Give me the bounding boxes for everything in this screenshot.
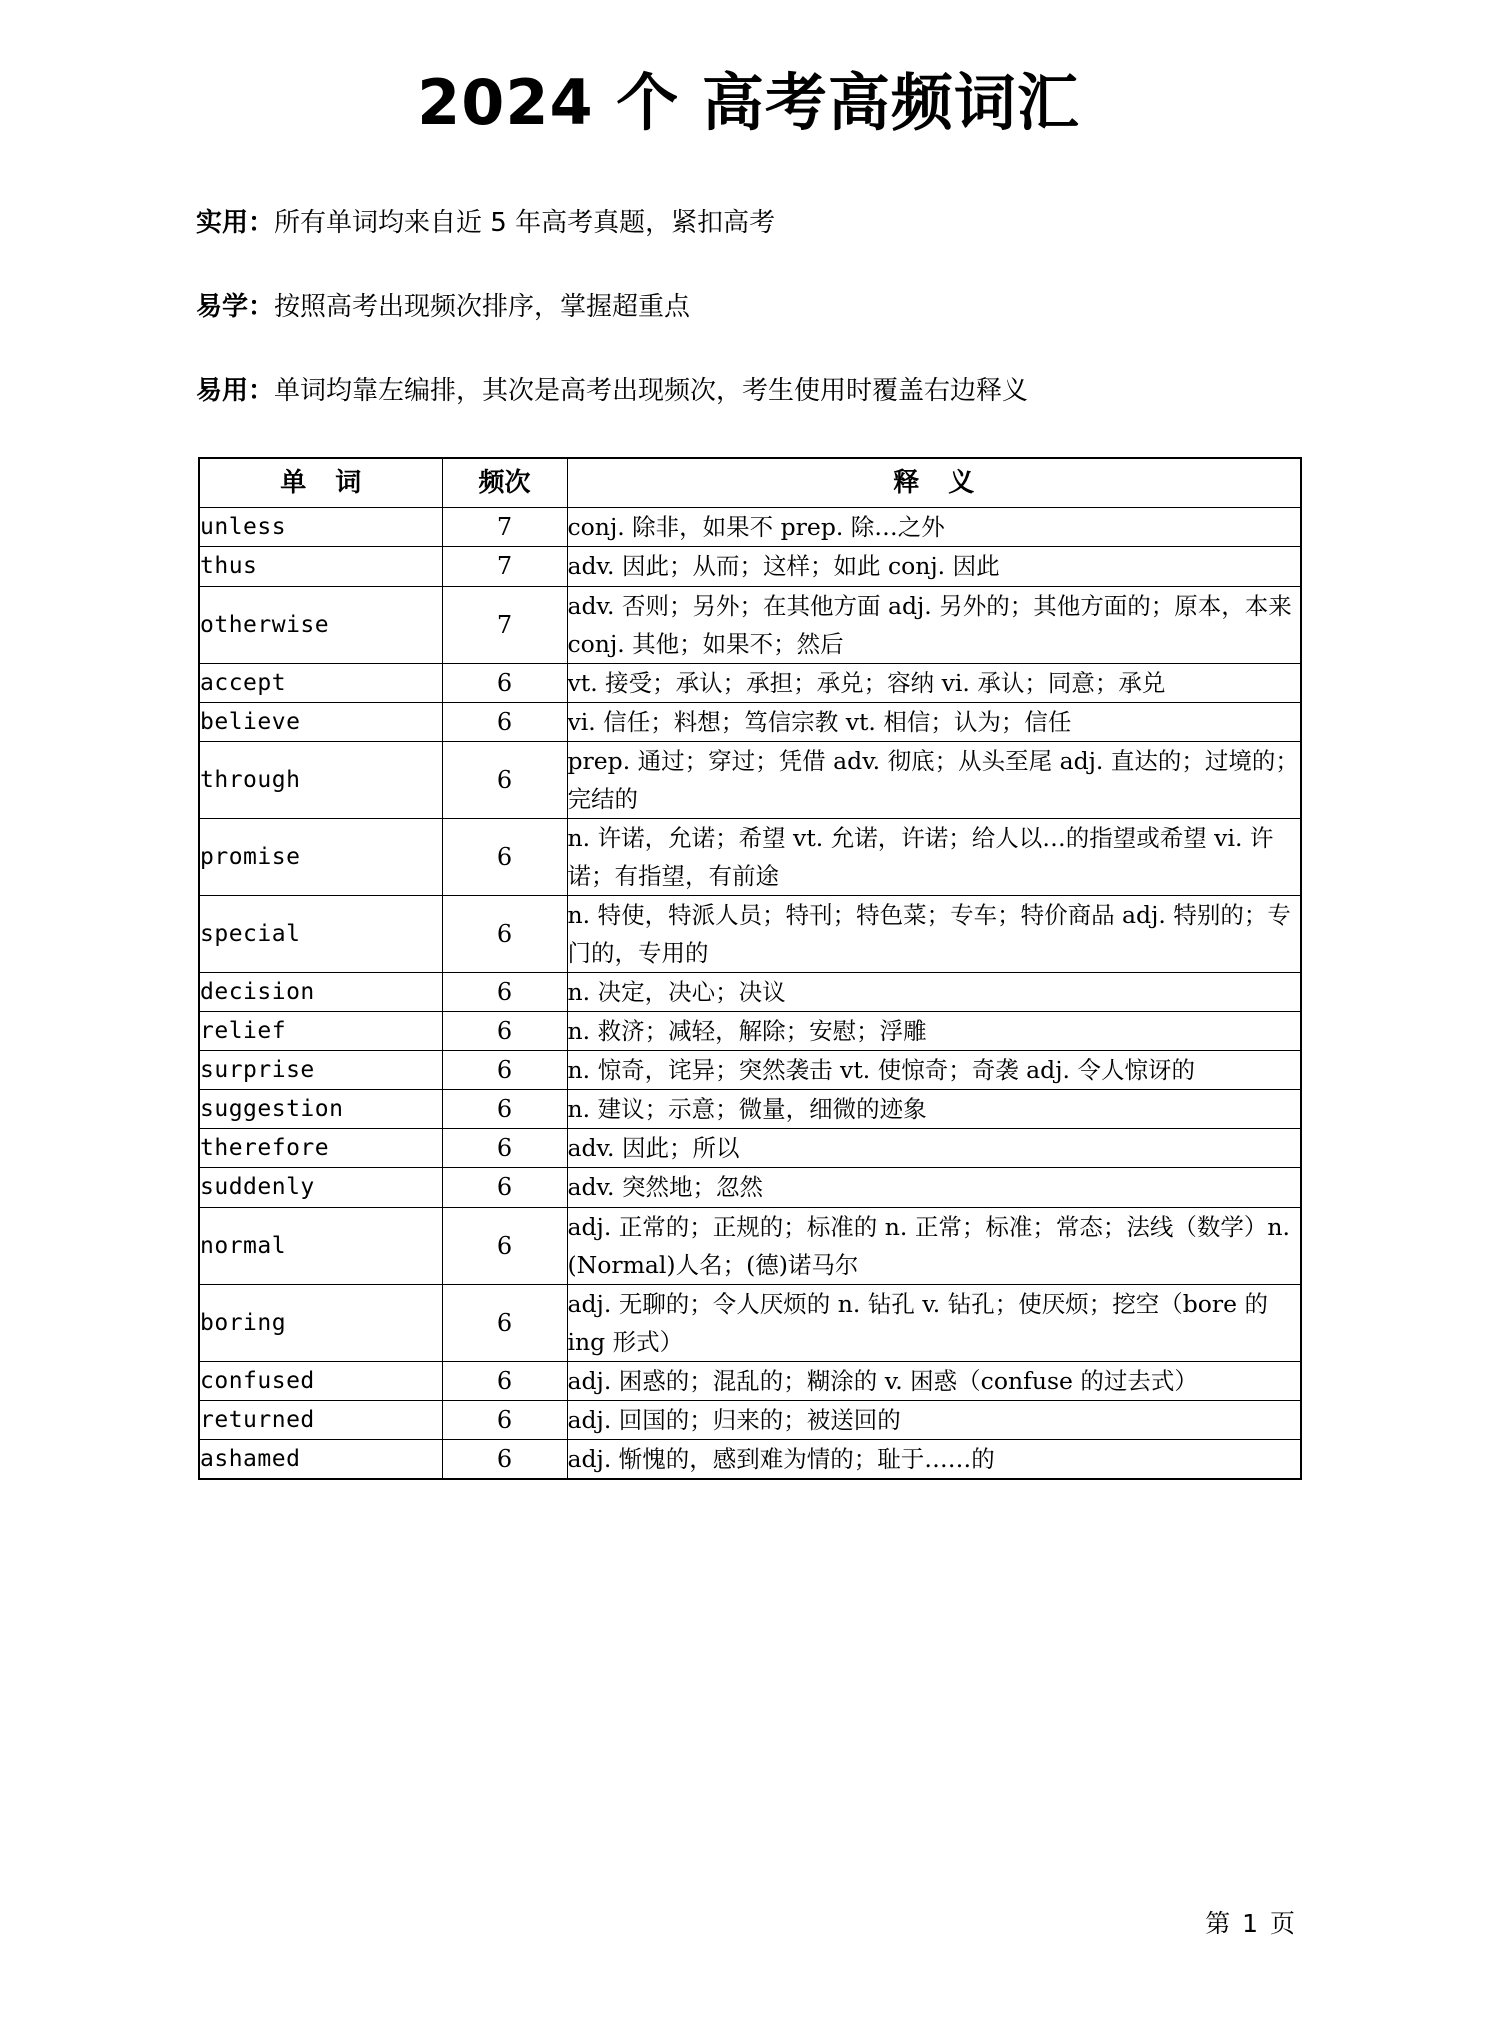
- cell-frequency: 7: [442, 508, 567, 547]
- cell-frequency: 6: [442, 741, 567, 818]
- cell-frequency: 6: [442, 1439, 567, 1479]
- table-row: [199, 818, 1301, 895]
- intro-block: [0, 204, 1497, 411]
- cell-frequency: 6: [442, 1051, 567, 1090]
- table-row: [199, 1439, 1301, 1479]
- cell-definition: adj. 正常的；正规的；标准的 n. 正常；标准；常态；法线（数学）n. (Normal)人名；(德)诺马尔: [567, 1207, 1301, 1284]
- cell-word: therefore: [199, 1129, 442, 1168]
- cell-word: unless: [199, 508, 442, 547]
- table-row: [199, 663, 1301, 702]
- table-row: [199, 1129, 1301, 1168]
- cell-frequency: 6: [442, 702, 567, 741]
- cell-definition: prep. 通过；穿过；凭借 adv. 彻底；从头至尾 adj. 直达的；过境的；完结的: [567, 741, 1301, 818]
- cell-word: surprise: [199, 1051, 442, 1090]
- cell-word: otherwise: [199, 586, 442, 663]
- table-row: [199, 547, 1301, 586]
- cell-word: special: [199, 896, 442, 973]
- table-row: [199, 1051, 1301, 1090]
- cell-frequency: 6: [442, 1207, 567, 1284]
- table-row: [199, 1168, 1301, 1207]
- intro-line-3: [196, 372, 1377, 411]
- cell-word: ashamed: [199, 1439, 442, 1479]
- cell-definition: adv. 否则；另外；在其他方面 adj. 另外的；其他方面的；原本，本来 conj. 其他；如果不；然后: [567, 586, 1301, 663]
- cell-word: suddenly: [199, 1168, 442, 1207]
- cell-word: promise: [199, 818, 442, 895]
- table-row: [199, 508, 1301, 547]
- cell-frequency: 6: [442, 896, 567, 973]
- column-header-definition: 释 义: [567, 458, 1301, 508]
- cell-frequency: 6: [442, 663, 567, 702]
- cell-definition: adv. 突然地；忽然: [567, 1168, 1301, 1207]
- intro-line-2-lead: 易学：: [196, 292, 275, 323]
- cell-definition: n. 特使，特派人员；特刊；特色菜；专车；特价商品 adj. 特别的；专门的，专用的: [567, 896, 1301, 973]
- cell-frequency: 7: [442, 547, 567, 586]
- intro-line-1: [196, 204, 1377, 243]
- table-row: [199, 1012, 1301, 1051]
- table-row: [199, 1361, 1301, 1400]
- table-row: [199, 1284, 1301, 1361]
- cell-definition: adv. 因此；从而；这样；如此 conj. 因此: [567, 547, 1301, 586]
- table-header-row: [199, 458, 1301, 508]
- table-row: [199, 896, 1301, 973]
- intro-line-1-body: 所有单词均来自近 5 年高考真题，紧扣高考: [274, 208, 776, 239]
- cell-definition: vi. 信任；料想；笃信宗教 vt. 相信；认为；信任: [567, 702, 1301, 741]
- table-row: [199, 586, 1301, 663]
- cell-frequency: 7: [442, 586, 567, 663]
- cell-definition: adj. 无聊的；令人厌烦的 n. 钻孔 v. 钻孔；使厌烦；挖空（bore 的 ing 形式）: [567, 1284, 1301, 1361]
- cell-word: believe: [199, 702, 442, 741]
- cell-frequency: 6: [442, 818, 567, 895]
- table-row: [199, 1090, 1301, 1129]
- cell-definition: n. 许诺，允诺；希望 vt. 允诺，许诺；给人以…的指望或希望 vi. 许诺；有指望，有前途: [567, 818, 1301, 895]
- cell-definition: n. 惊奇，诧异；突然袭击 vt. 使惊奇；奇袭 adj. 令人惊讶的: [567, 1051, 1301, 1090]
- cell-definition: n. 决定，决心；决议: [567, 973, 1301, 1012]
- intro-line-2: [196, 288, 1377, 327]
- cell-frequency: 6: [442, 1090, 567, 1129]
- table-row: [199, 741, 1301, 818]
- cell-word: decision: [199, 973, 442, 1012]
- column-header-frequency: 频次: [442, 458, 567, 508]
- cell-word: relief: [199, 1012, 442, 1051]
- cell-frequency: 6: [442, 1168, 567, 1207]
- page-title: 2024 个 高考高频词汇: [417, 66, 1080, 139]
- cell-word: normal: [199, 1207, 442, 1284]
- cell-frequency: 6: [442, 973, 567, 1012]
- intro-line-1-lead: 实用：: [196, 208, 275, 239]
- cell-word: returned: [199, 1400, 442, 1439]
- cell-frequency: 6: [442, 1284, 567, 1361]
- table-row: [199, 1207, 1301, 1284]
- table-body: [199, 508, 1301, 1479]
- cell-frequency: 6: [442, 1129, 567, 1168]
- page-number: 第 1 页: [1205, 1909, 1297, 1938]
- cell-definition: adv. 因此；所以: [567, 1129, 1301, 1168]
- cell-word: confused: [199, 1361, 442, 1400]
- table-row: [199, 973, 1301, 1012]
- cell-word: through: [199, 741, 442, 818]
- cell-definition: adj. 困惑的；混乱的；糊涂的 v. 困惑（confuse 的过去式）: [567, 1361, 1301, 1400]
- cell-word: suggestion: [199, 1090, 442, 1129]
- cell-definition: conj. 除非，如果不 prep. 除…之外: [567, 508, 1301, 547]
- vocabulary-table-wrapper: [0, 457, 1497, 1480]
- intro-line-3-body: 单词均靠左编排，其次是高考出现频次，考生使用时覆盖右边释义: [274, 376, 1029, 407]
- table-header: [199, 458, 1301, 508]
- cell-definition: adj. 回国的；归来的；被送回的: [567, 1400, 1301, 1439]
- cell-word: accept: [199, 663, 442, 702]
- cell-definition: n. 建议；示意；微量，细微的迹象: [567, 1090, 1301, 1129]
- intro-line-3-lead: 易用：: [196, 376, 275, 407]
- cell-frequency: 6: [442, 1012, 567, 1051]
- cell-word: thus: [199, 547, 442, 586]
- vocabulary-table: [198, 457, 1302, 1480]
- cell-word: boring: [199, 1284, 442, 1361]
- table-row: [199, 702, 1301, 741]
- column-header-word: 单 词: [199, 458, 442, 508]
- table-row: [199, 1400, 1301, 1439]
- cell-frequency: 6: [442, 1400, 567, 1439]
- cell-definition: n. 救济；减轻，解除；安慰；浮雕: [567, 1012, 1301, 1051]
- cell-definition: adj. 惭愧的，感到难为情的；耻于……的: [567, 1439, 1301, 1479]
- cell-frequency: 6: [442, 1361, 567, 1400]
- intro-line-2-body: 按照高考出现频次排序，掌握超重点: [274, 292, 691, 323]
- cell-definition: vt. 接受；承认；承担；承兑；容纳 vi. 承认；同意；承兑: [567, 663, 1301, 702]
